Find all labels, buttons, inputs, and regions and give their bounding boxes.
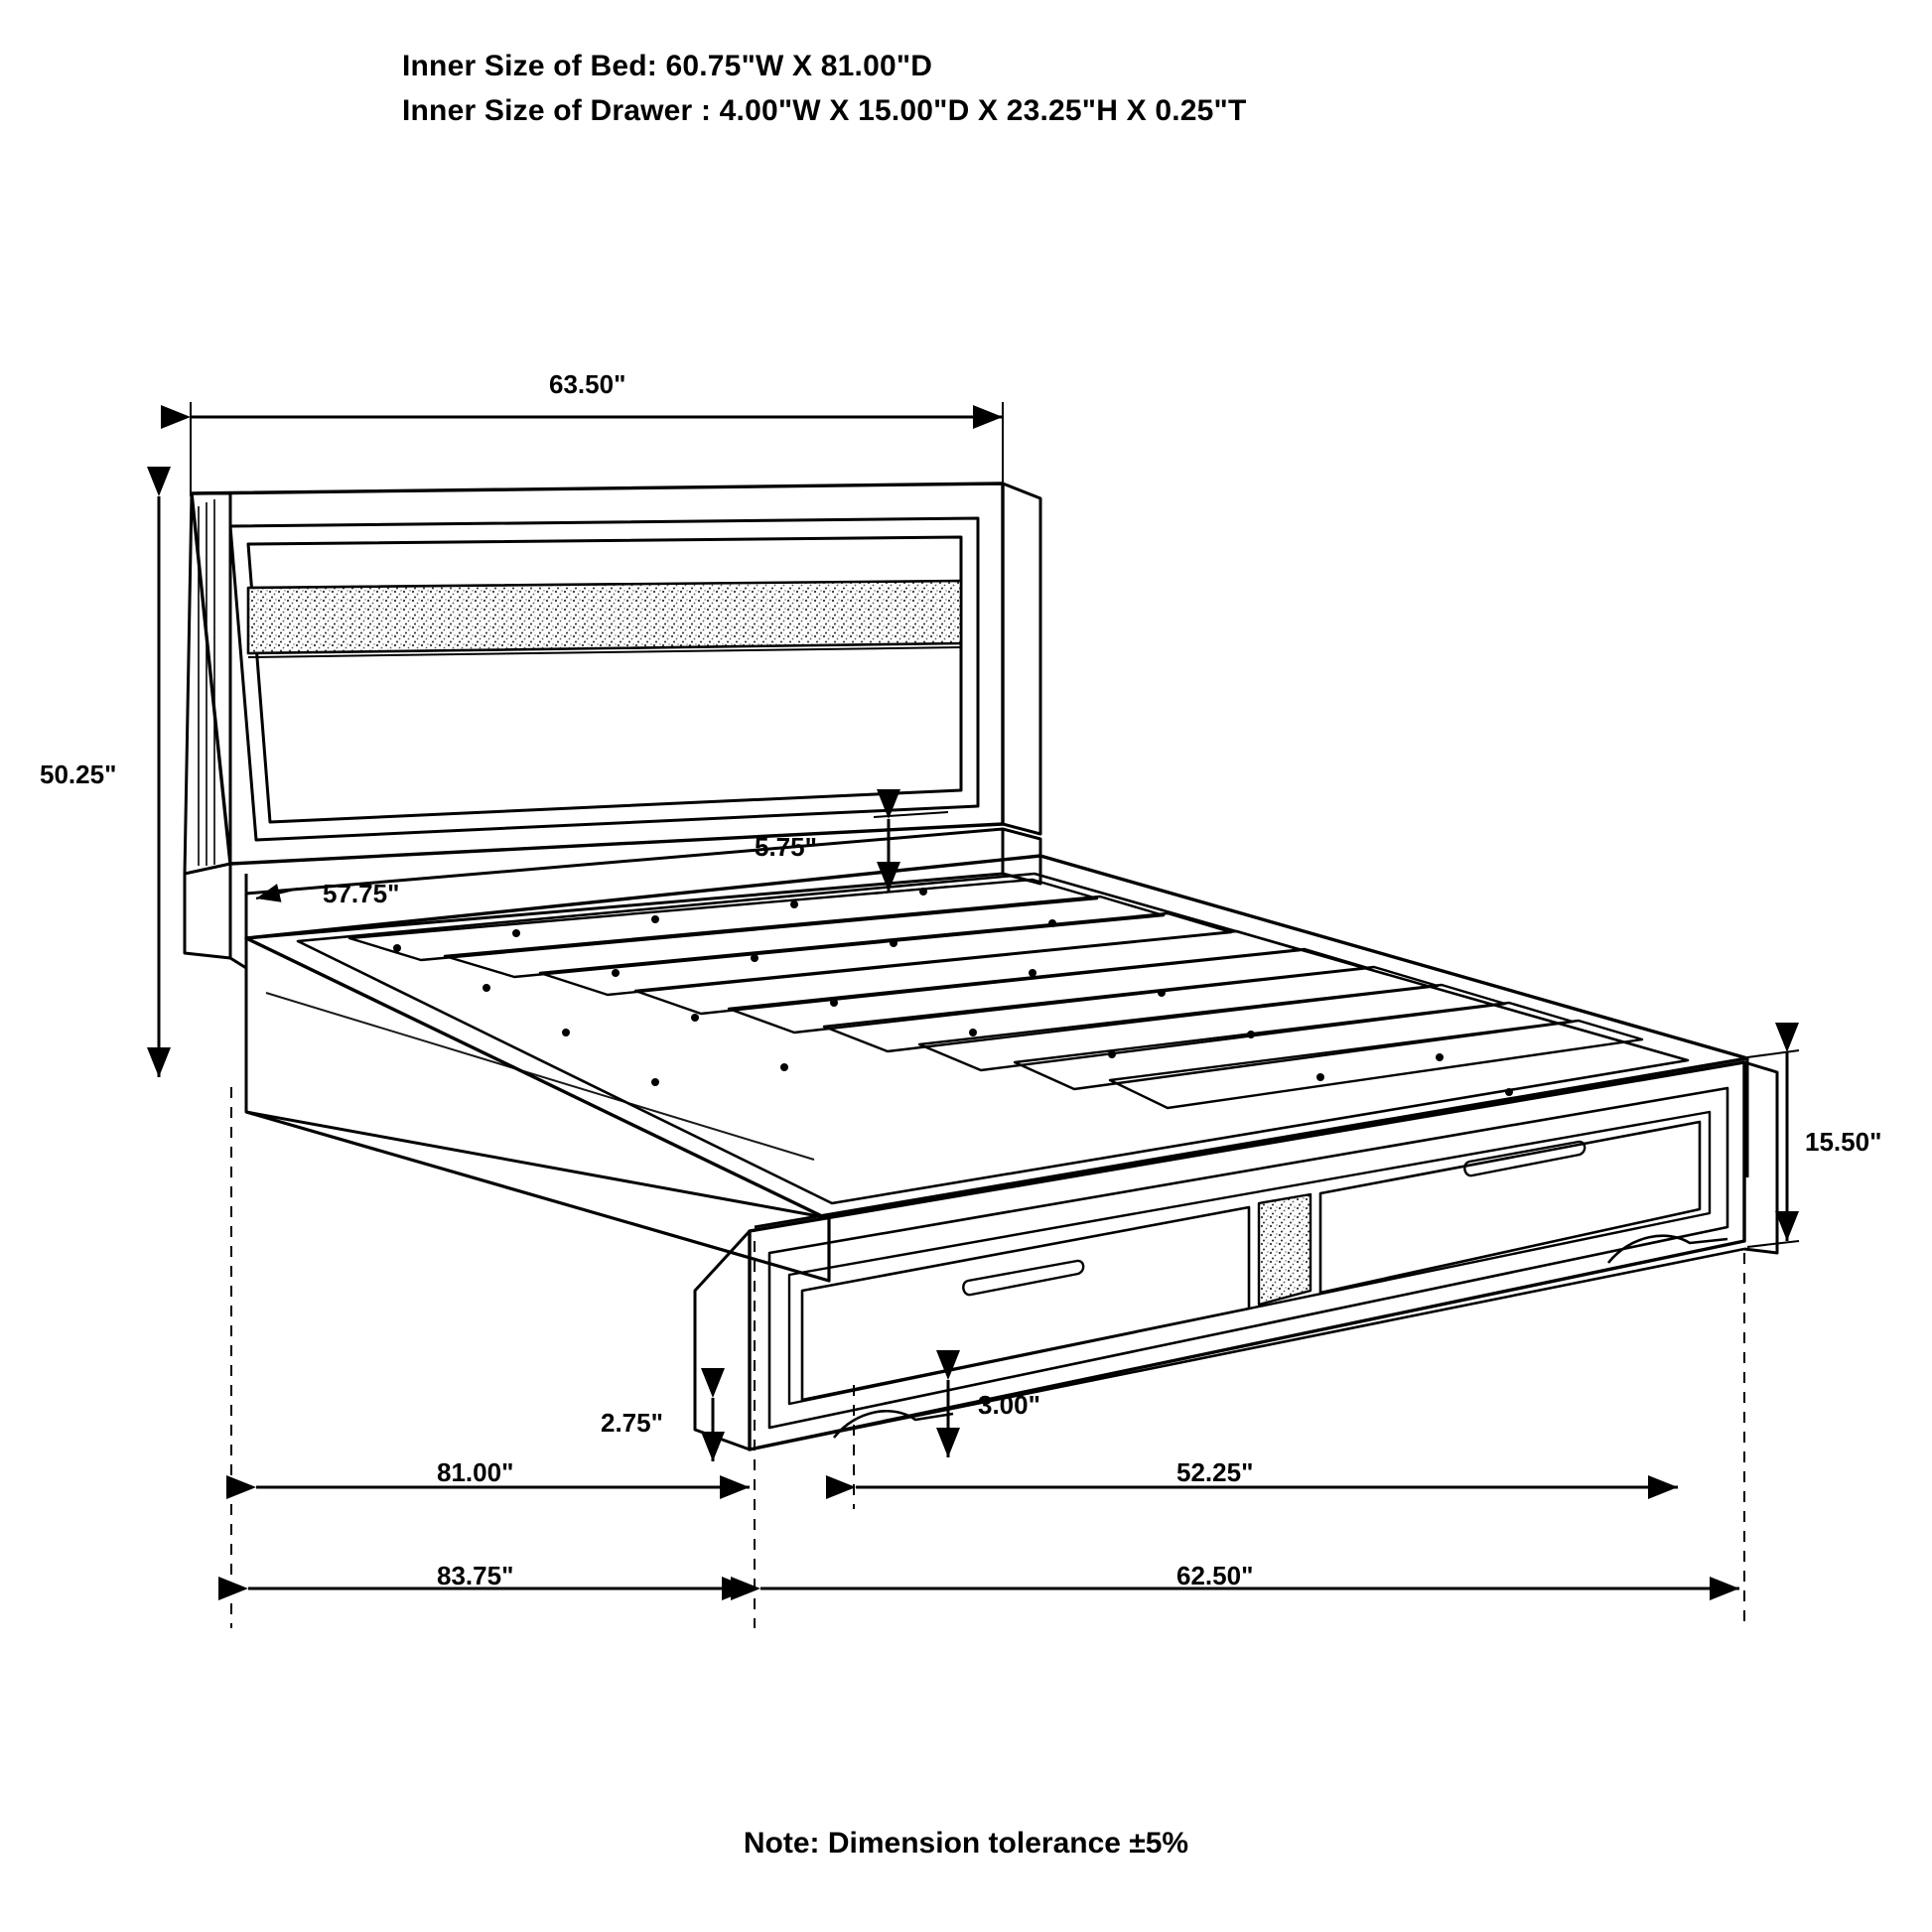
dim-foot-offset: 2.75": [601, 1408, 663, 1438]
dim-foot-outer-width: 62.50": [1176, 1561, 1254, 1590]
dim-inner-headboard-width: 57.75": [323, 879, 400, 908]
dim-foot-inner-width: 52.25": [1176, 1457, 1254, 1487]
bed-geometry: [185, 483, 1777, 1628]
header-line-2: Inner Size of Drawer : 4.00"W X 15.00"D X 23.25"H X 0.25"T: [402, 94, 1247, 127]
dim-rail-height: 5.75": [755, 832, 817, 862]
dim-headboard-height: 50.25": [40, 759, 117, 789]
dim-footboard-height: 15.50": [1805, 1127, 1882, 1157]
dim-overall-length: 83.75": [437, 1561, 514, 1590]
tolerance-note: Note: Dimension tolerance ±5%: [743, 1827, 1189, 1860]
dim-side-length: 81.00": [437, 1457, 514, 1487]
header-line-1: Inner Size of Bed: 60.75"W X 81.00"D: [402, 50, 933, 82]
dim-top-width: 63.50": [549, 369, 626, 399]
dim-leg-clearance: 3.00": [978, 1390, 1040, 1420]
